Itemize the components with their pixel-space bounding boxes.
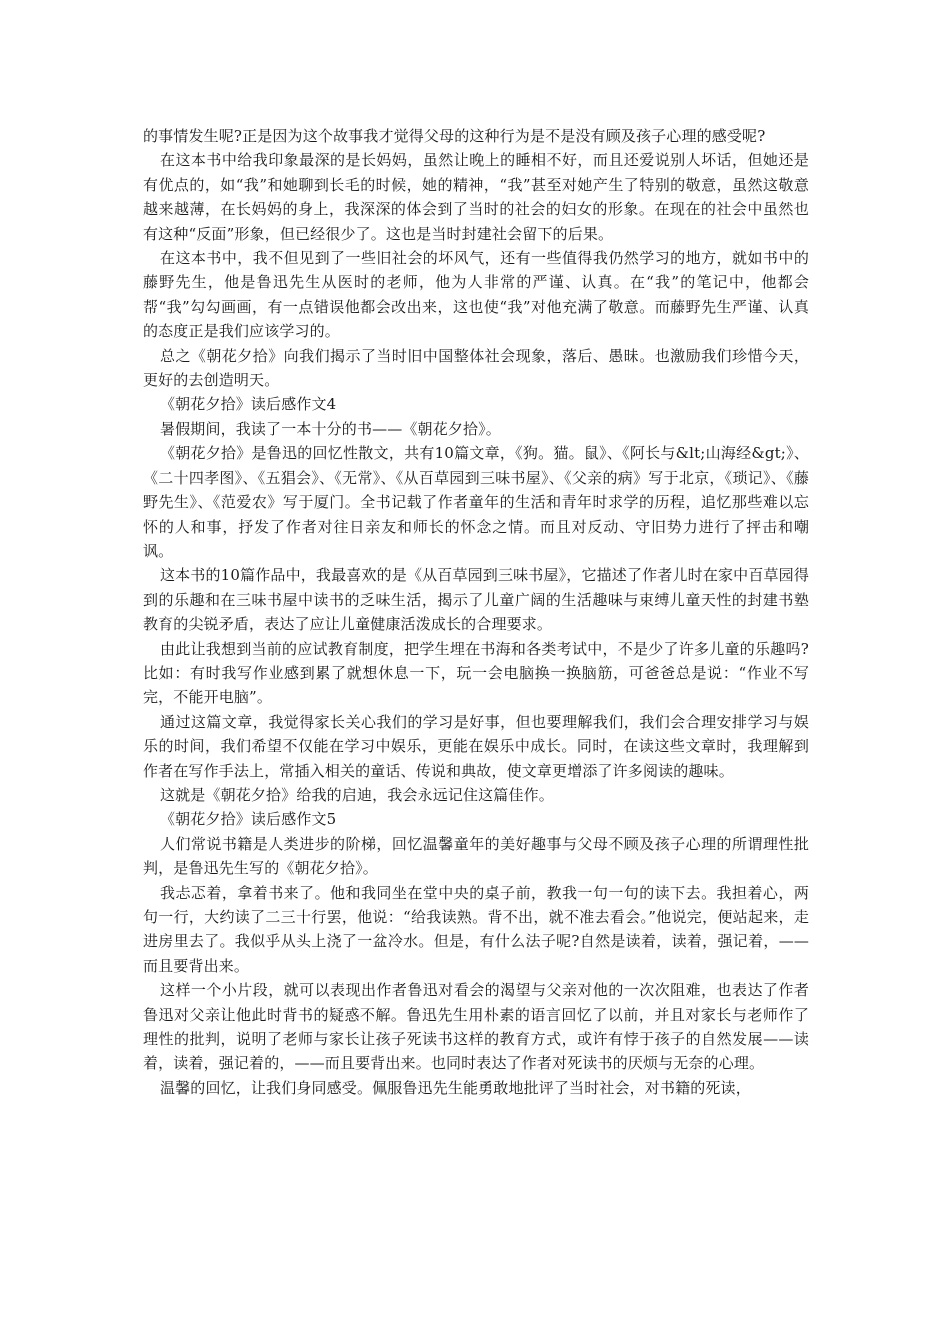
paragraph: 暑假期间，我读了一本十分的书——《朝花夕拾》。 — [160, 419, 501, 438]
paragraph: 温馨的回忆，让我们身同感受。佩服鲁迅先生能勇敢地批评了当时社会，对书籍的死读， — [160, 1078, 751, 1097]
paragraph: 人们常说书籍是人类进步的阶梯，回忆温馨童年的美好趣事与父母不顾及孩子心理的所谓理性批判，是鲁迅先生写的《朝花夕拾》。 — [143, 834, 809, 878]
paragraph: 通过这篇文章，我觉得家长关心我们的学习是好事，但也要理解我们，我们会合理安排学习与娱乐的时间，我们希望不仅能在学习中娱乐，更能在娱乐中成长。同时，在读这些文章时，我理解到作者在写作手法上，常插入相关的童话、传说和典故，使文章更增添了许多阅读的趣味。 — [143, 712, 809, 780]
paragraph: 由此让我想到当前的应试教育制度，把学生埋在书海和各类考试中，不是少了许多儿童的乐趣吗?比如：有时我写作业感到累了就想休息一下，玩一会电脑换一换脑筋，可爸爸总是说：“作业不写完，不能开电脑”。 — [143, 639, 809, 707]
paragraph-continuation: 的事情发生呢?正是因为这个故事我才觉得父母的这种行为是不是没有顾及孩子心理的感受呢? — [143, 127, 766, 145]
paragraph: 总之《朝花夕拾》向我们揭示了当时旧中国整体社会现象，落后、愚昧。也激励我们珍惜今天，更好的去创造明天。 — [143, 346, 809, 390]
paragraph: 在这本书中给我印象最深的是长妈妈，虽然让晚上的睡相不好，而且还爱说别人坏话，但她还是有优点的，如“我”和她聊到长毛的时候，她的精神，“我”甚至对她产生了特别的敬意，虽然这敬意越来越薄，在长妈妈的身上，我深深的体会到了当时的社会的妇女的形象。在现在的社会中虽然也有这种“反面”形象，但已经很少了。这也是当时封建社会留下的后果。 — [143, 151, 809, 243]
section-heading: 《朝花夕拾》读后感作文5 — [160, 810, 337, 829]
paragraph: 在这本书中，我不但见到了一些旧社会的坏风气，还有一些值得我仍然学习的地方，就如书中的藤野先生，他是鲁迅先生从医时的老师，他为人非常的严谨、认真。在“我”的笔记中，他都会帮“我”勾勾画画，有一点错误他都会改出来，这也使“我”对他充满了敬意。而藤野先生严谨、认真的态度正是我们应该学习的。 — [143, 249, 809, 341]
paragraph: 我忐忑着，拿着书来了。他和我同坐在堂中央的桌子前，教我一句一句的读下去。我担着心，两句一行，大约读了二三十行罢，他说：“给我读熟。背不出，就不准去看会。”他说完，便站起来，走进房里去了。我似乎从头上浇了一盆冷水。但是，有什么法子呢?自然是读着，读着，强记着，——而且要背出来。 — [143, 883, 809, 975]
paragraph: 这本书的10篇作品中，我最喜欢的是《从百草园到三味书屋》，它描述了作者儿时在家中百草园得到的乐趣和在三味书屋中读书的乏味生活，揭示了儿童广阔的生活趣味与束缚儿童天性的封建书塾教育的尖锐矛盾，表达了应让儿童健康活泼成长的合理要求。 — [143, 566, 809, 634]
paragraph: 这样一个小片段，就可以表现出作者鲁迅对看会的渴望与父亲对他的一次次阻难，也表达了作者鲁迅对父亲让他此时背书的疑惑不解。鲁迅先生用朴素的语言回忆了以前，并且对家长与老师作了理性的批判，说明了老师与家长让孩子死读书这样的教育方式，或许有悖于孩子的自然发展——读着，读着，强记着的，——而且要背出来。也同时表达了作者对死读书的厌烦与无奈的心理。 — [143, 981, 809, 1073]
paragraph: 这就是《朝花夕拾》给我的启迪，我会永远记住这篇佳作。 — [160, 785, 554, 804]
document-page — [143, 124, 809, 1100]
paragraph: 《朝花夕拾》是鲁迅的回忆性散文，共有10篇文章，《狗。猫。鼠》、《阿长与&lt;山海经&gt;》、《二十四孝图》、《五猖会》、《无常》、《从百草园到三味书屋》、《父亲的病》写于北京，《琐记》、《藤野先生》、《范爱农》写于厦门。全书记载了作者童年的生活和青年时求学的历程，追忆那些难以忘怀的人和事，抒发了作者对往日亲友和师长的怀念之情。而且对反动、守旧势力进行了抨击和嘲讽。 — [143, 444, 809, 560]
section-heading: 《朝花夕拾》读后感作文4 — [160, 395, 337, 414]
